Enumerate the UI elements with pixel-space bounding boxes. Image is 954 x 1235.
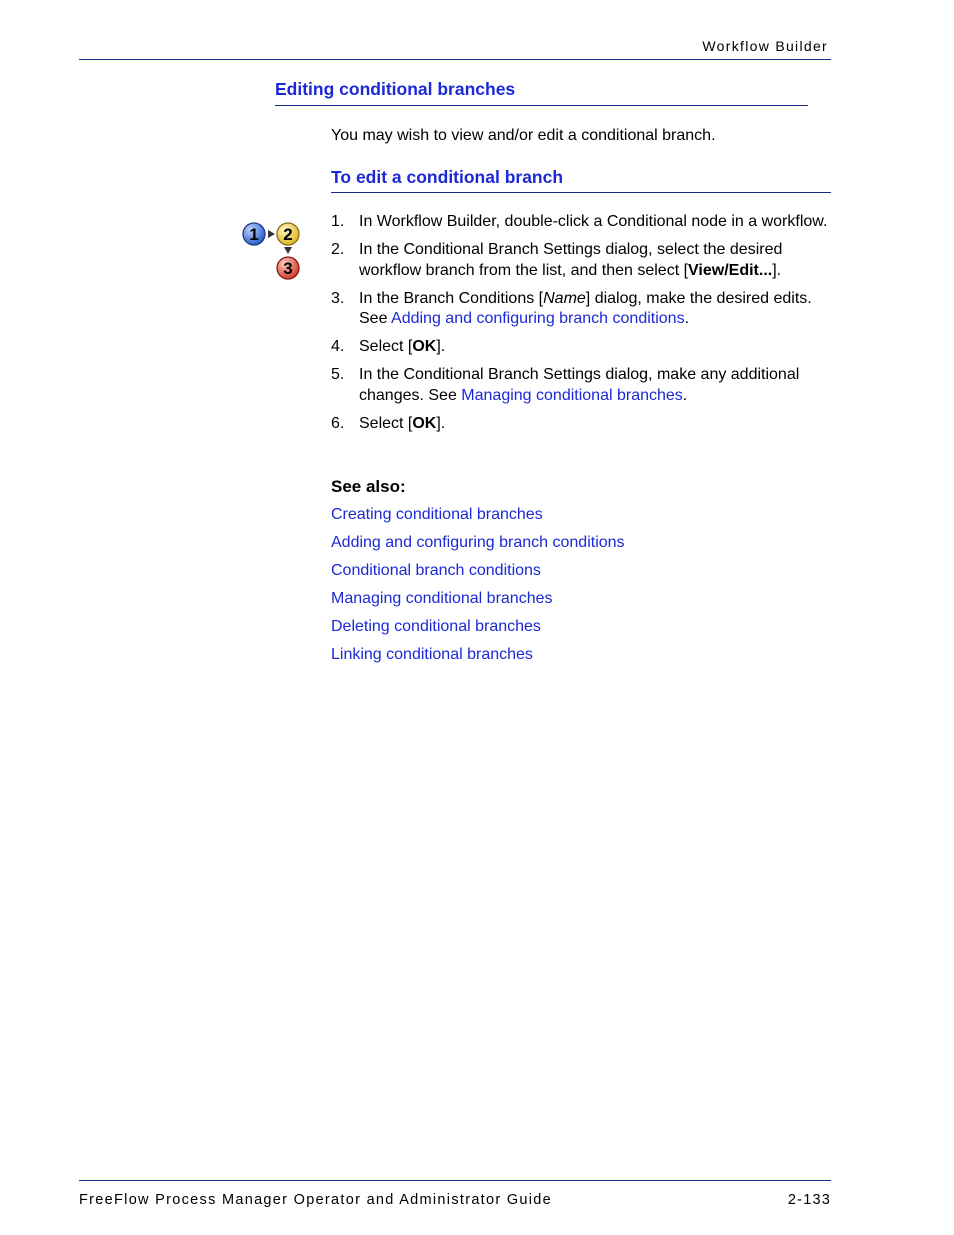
procedure-title: To edit a conditional branch xyxy=(331,167,564,187)
see-also-item xyxy=(331,533,625,553)
see-also-heading: See also: xyxy=(331,477,406,496)
cross-reference-link[interactable]: Adding and configuring branch conditions xyxy=(391,310,685,327)
procedure-step xyxy=(331,337,831,358)
step-number: 1. xyxy=(331,213,345,230)
see-also-item xyxy=(331,617,625,637)
ui-control-name: OK xyxy=(412,414,437,432)
step-text: In the Conditional Branch Settings dialog, select the desired workflow branch from the list, and then select [ xyxy=(359,241,783,279)
step-number: 2. xyxy=(331,241,345,258)
step-number: 5. xyxy=(331,366,345,383)
step-text: Select [ xyxy=(359,338,413,355)
step-number: 3. xyxy=(331,289,345,307)
ui-control-name: OK xyxy=(412,338,437,355)
running-header: Workflow Builder xyxy=(702,38,828,54)
step-digit-3-icon: 3 xyxy=(283,259,293,278)
see-also-list xyxy=(331,505,625,673)
placeholder-text: Name xyxy=(543,289,586,307)
procedure-step xyxy=(331,414,831,435)
step-text: ] dialog, make the desired edits. See xyxy=(359,289,812,327)
step-text: . xyxy=(684,310,690,327)
step-text: In the Branch Conditions [ xyxy=(359,289,544,307)
procedure-step xyxy=(331,289,831,330)
procedure-step xyxy=(331,212,831,233)
section-title: Editing conditional branches xyxy=(275,79,516,99)
footer-rule xyxy=(79,1180,831,1181)
intro-paragraph: You may wish to view and/or edit a conditional branch. xyxy=(331,127,716,144)
numbered-steps-icon xyxy=(240,218,304,282)
see-also-link[interactable]: Creating conditional branches xyxy=(331,506,543,523)
step-text: In the Conditional Branch Settings dialog, make any additional changes. See xyxy=(359,366,800,404)
step-text: ]. xyxy=(772,261,782,279)
step-text: ]. xyxy=(436,414,446,432)
step-text: Select [ xyxy=(359,414,413,432)
step-text: ]. xyxy=(436,338,446,355)
procedure-steps xyxy=(331,212,831,442)
see-also-link[interactable]: Managing conditional branches xyxy=(331,590,553,607)
procedure-step xyxy=(331,365,831,406)
see-also-link[interactable]: Linking conditional branches xyxy=(331,646,533,663)
procedure-title-rule xyxy=(331,192,831,193)
see-also-link[interactable]: Deleting conditional branches xyxy=(331,618,541,635)
see-also-item xyxy=(331,645,625,665)
see-also-link[interactable]: Adding and configuring branch conditions xyxy=(331,534,625,551)
step-digit-2-icon: 2 xyxy=(283,225,293,244)
see-also-item xyxy=(331,589,625,609)
step-number: 4. xyxy=(331,338,345,355)
ui-control-name: View/Edit... xyxy=(688,261,773,279)
procedure-step xyxy=(331,240,831,281)
footer-guide-title: FreeFlow Process Manager Operator and Administrator Guide xyxy=(79,1192,553,1208)
cross-reference-link[interactable]: Managing conditional branches xyxy=(461,386,683,404)
step-number: 6. xyxy=(331,414,345,432)
step-digit-1-icon: 1 xyxy=(249,225,259,244)
header-rule xyxy=(79,59,831,60)
step-text: In Workflow Builder, double-click a Conditional node in a workflow. xyxy=(359,213,828,230)
page-number: 2-133 xyxy=(787,1192,831,1208)
see-also-link[interactable]: Conditional branch conditions xyxy=(331,562,541,579)
see-also-item xyxy=(331,561,625,581)
step-text: . xyxy=(682,386,688,404)
section-title-rule xyxy=(275,105,808,106)
see-also-item xyxy=(331,505,625,525)
